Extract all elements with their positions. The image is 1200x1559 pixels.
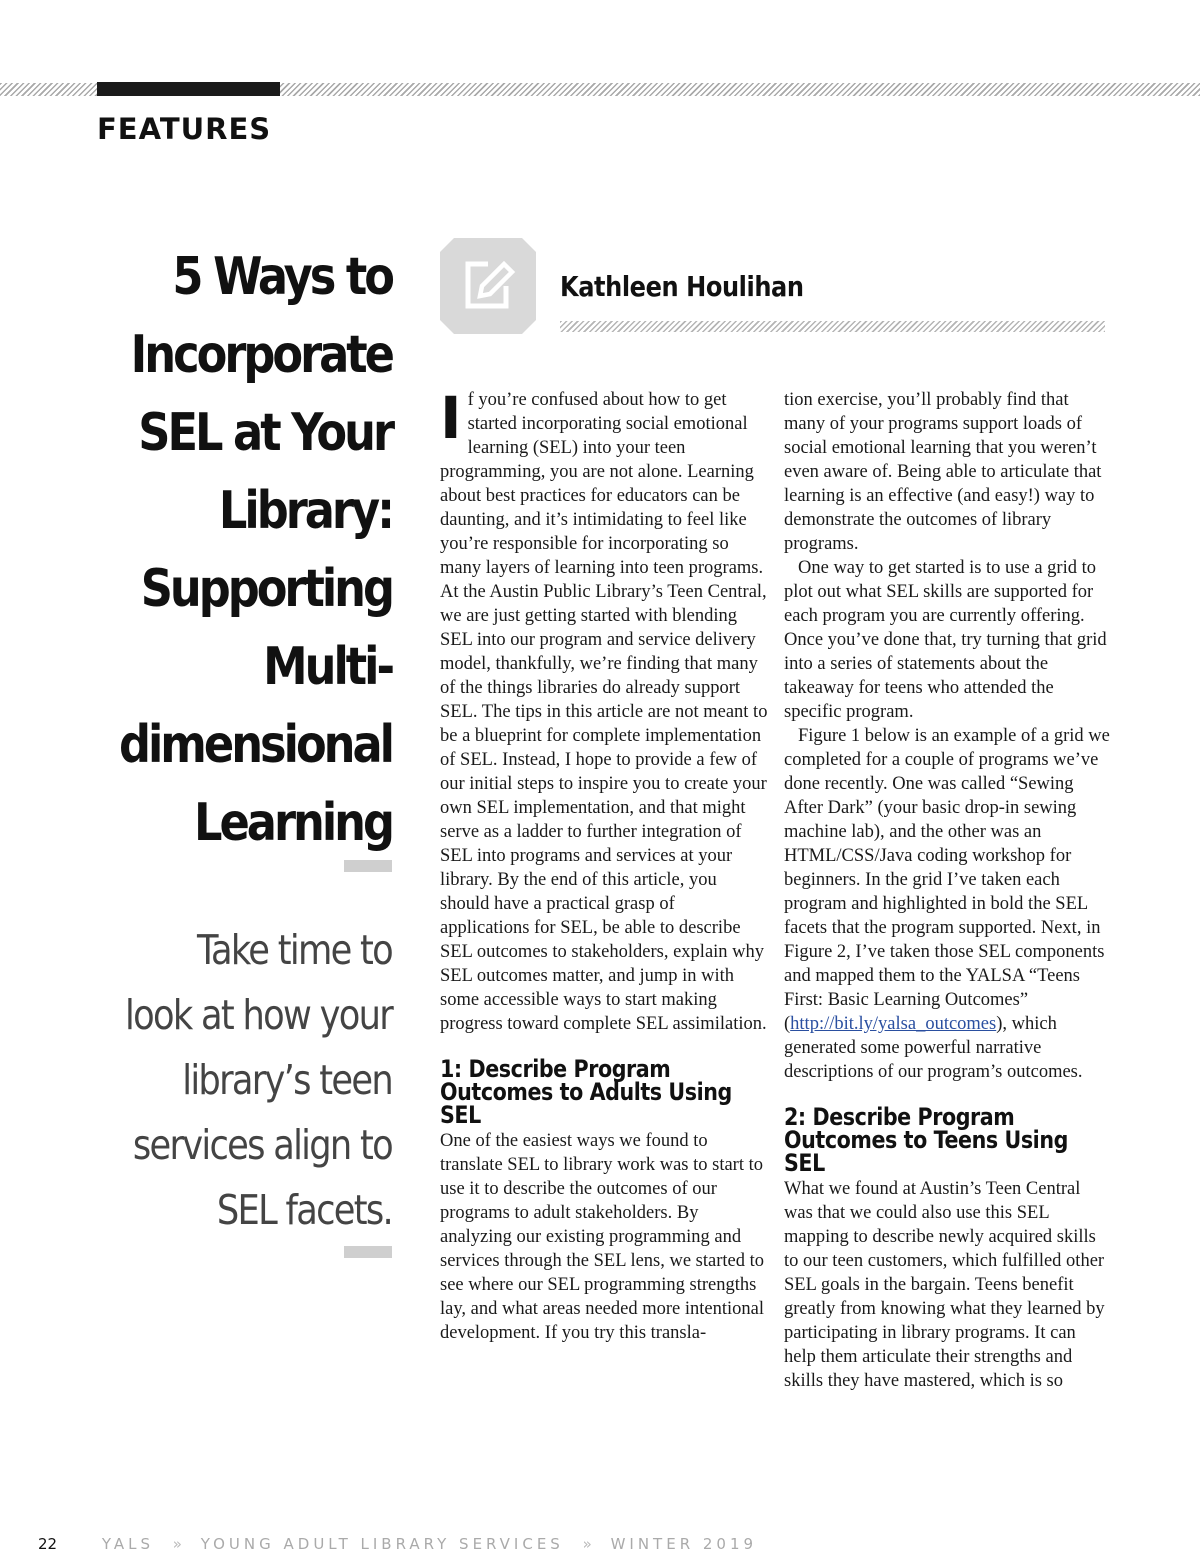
- title-line: 5 Ways to: [172, 247, 392, 307]
- header-black-tab: [97, 82, 280, 96]
- paragraph: Figure 1 below is an example of a grid we completed for a couple of programs we’ve done recently. One was called “Sewing After Dark” (your basic drop-in sewing machine lab), and the other was an HTML/CSS/Java coding workshop for beginners. In the grid I’ve taken each program and highlighted in bold the SEL facets that the program supported. Next, in Figure 2, I’ve taken those SEL components and mapped them to the YALSA “Teens First: Basic Learning Outcomes” (http://bit.ly/yalsa_outcomes), which generated some powerful narrative descriptions of our program’s outcomes.: [784, 726, 1110, 1082]
- pullquote-line: library’s teen: [182, 1056, 392, 1104]
- divider-dash: [344, 860, 392, 872]
- pullquote-line: SEL facets.: [216, 1186, 392, 1234]
- footer-separator: »: [172, 1535, 182, 1553]
- footer-separator: »: [582, 1535, 592, 1553]
- body-column-2: [784, 388, 1112, 1393]
- title-line: dimensional: [118, 715, 393, 775]
- title-line: Multi-: [263, 637, 392, 697]
- paragraph: What we found at Austin’s Teen Central was that we could also use this SEL mapping to describe newly acquired skills to our teen customers, which fulfilled other SEL goals in the bargain. Teens benefit greatly from knowing what they learned by participating in library programs. It can help them articulate their strengths and skills they have mastered, which is so: [784, 1179, 1105, 1391]
- paragraph: If you’re confused about how to get started incorporating social emotional learning (SEL) into your teen programming, you are not alone. Learning about best practices for educators can be daunting, and it’s intimidating to feel like you’re responsible for incorporating so many layers of learning into teen programs. At the Austin Public Library’s Teen Central, we are just getting started with blending SEL into our program and service delivery model, thankfully, we’re finding that many of the things libraries do already support SEL. The tips in this article are not meant to be a blueprint for complete implementation of SEL. Instead, I hope to provide a few of our initial steps to inspire you to create your own SEL implementation, and that might serve as a ladder to further integration of SEL into programs and services at your library. By the end of this article, you should have a practical grasp of applications for SEL, be able to describe SEL outcomes to stakeholders, explain why SEL outcomes matter, and jump in with some accessible ways to start making progress toward complete SEL assimilation.: [440, 384, 768, 1034]
- pullquote: [100, 918, 392, 1243]
- paragraph: One of the easiest ways we found to translate SEL to library work was to start to use it to describe the outcomes of our programs to adult stakeholders. By analyzing our existing programming and services through the SEL lens, we started to see where our SEL programming strengths lay, and what areas needed more intentional development. If you try this transla-: [440, 1131, 765, 1343]
- page-footer: [38, 1535, 757, 1553]
- section-label: FEATURES: [97, 112, 272, 146]
- yalsa-outcomes-link[interactable]: http://bit.ly/yalsa_outcomes: [790, 1014, 997, 1034]
- footer-journal-abbrev: YALS: [101, 1535, 155, 1553]
- author-name: Kathleen Houlihan: [560, 270, 804, 303]
- pullquote-line: Take time to: [196, 926, 392, 974]
- pullquote-line: look at how your: [125, 991, 392, 1039]
- footer-issue: WINTER 2019: [610, 1535, 758, 1553]
- pencil-edit-icon: [440, 238, 536, 334]
- section-heading: 1: Describe Program Outcomes to Adults Using SEL: [440, 1055, 732, 1129]
- article-title: [117, 238, 392, 862]
- paragraph: tion exercise, you’ll probably find that many of your programs support loads of social emotional learning that you weren’t even aware of. Being able to articulate that learning is an effective (and easy!) way to demonstrate the outcomes of library programs.: [784, 390, 1102, 554]
- title-line: SEL at Your: [138, 403, 392, 463]
- author-hatch-bar: [560, 321, 1105, 332]
- title-line: Library:: [218, 481, 392, 541]
- title-line: Incorporate: [130, 325, 392, 385]
- page-number: 22: [38, 1535, 58, 1553]
- footer-journal-name: YOUNG ADULT LIBRARY SERVICES: [200, 1535, 564, 1553]
- pullquote-line: services align to: [132, 1121, 392, 1169]
- divider-dash: [344, 1246, 392, 1258]
- body-column-1: [440, 384, 768, 1345]
- section-heading: 2: Describe Program Outcomes to Teens Using SEL: [784, 1103, 1068, 1177]
- title-line: Learning: [193, 793, 392, 853]
- drop-cap: I: [440, 384, 462, 452]
- title-line: Supporting: [140, 559, 392, 619]
- paragraph: One way to get started is to use a grid to plot out what SEL skills are supported for each program you are currently offering. Once you’ve done that, try turning that grid into a series of statements about the takeaway for teens who attended the specific program.: [784, 558, 1107, 722]
